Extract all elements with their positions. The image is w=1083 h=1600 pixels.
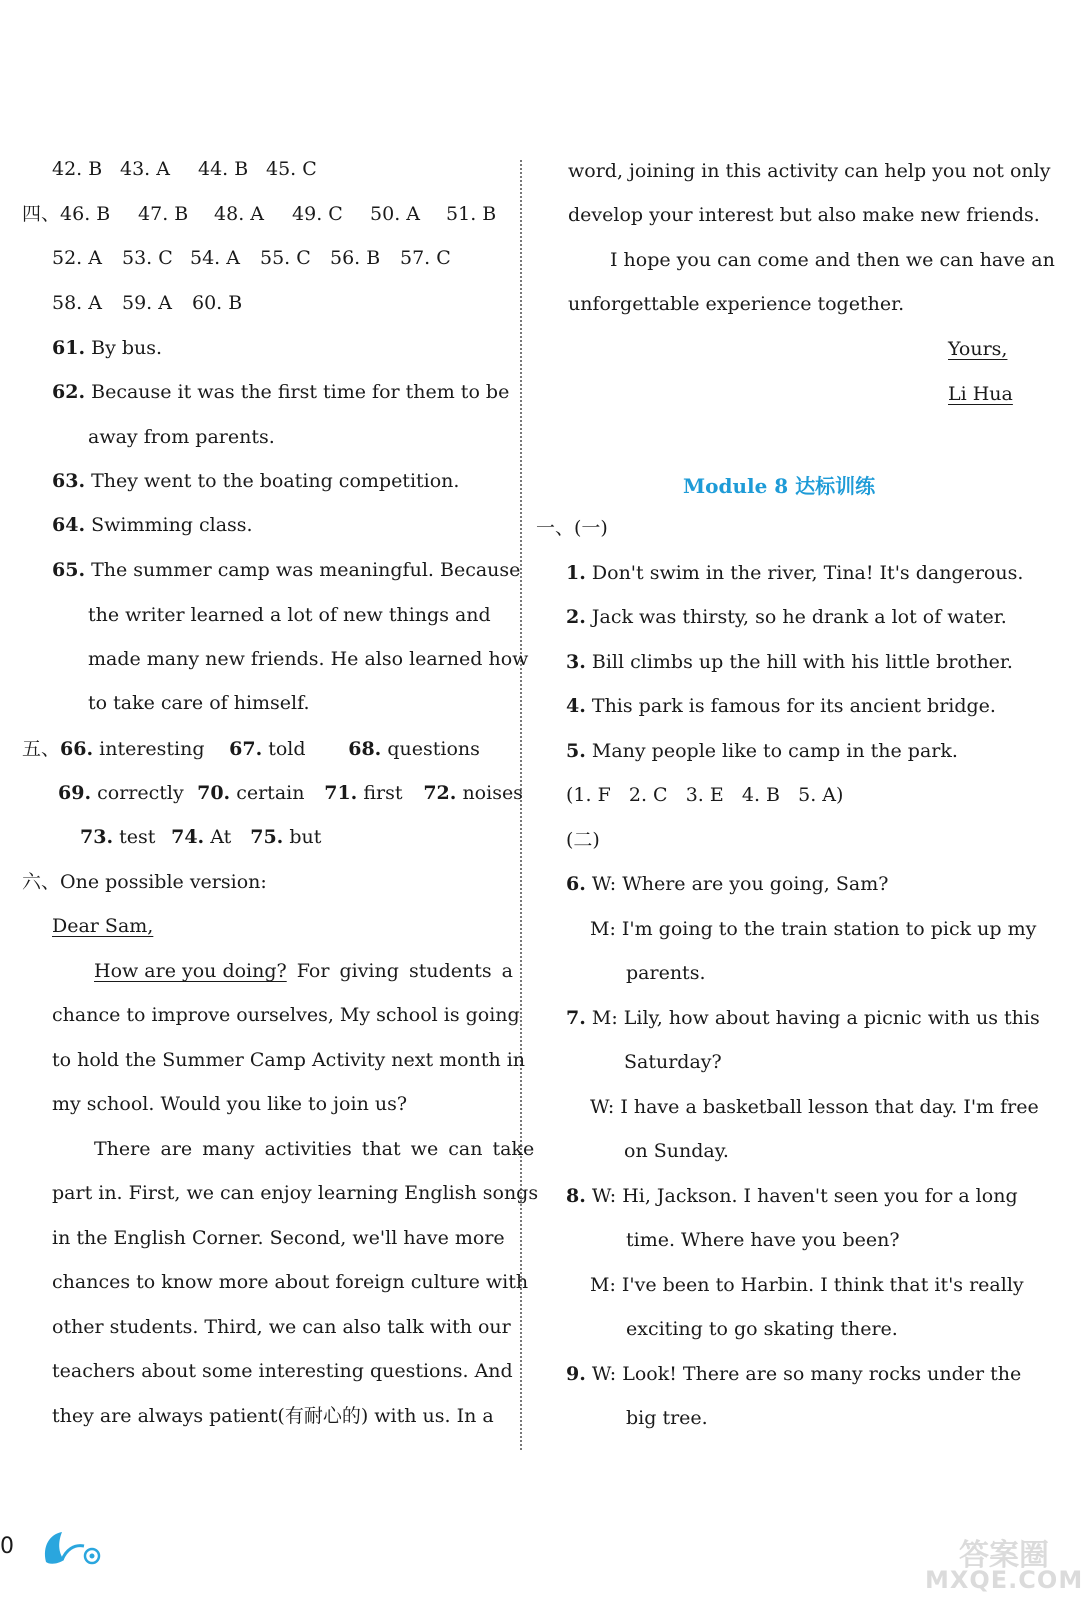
matching-answers: (1. F 2. C 3. E 4. B 5. A) [566,784,844,806]
letter-p2-l4: chances to know more about foreign culture with [52,1271,529,1293]
dialogue-6-m: M: I'm going to the train station to pick up my [590,918,1037,940]
letter-p1-l1: How are you doing? For giving students a [94,960,513,982]
letter-greeting: Dear Sam, [52,915,154,937]
letter-p1-l4: my school. Would you like to join us? [52,1093,408,1115]
answer-65-cont: the writer learned a lot of new things and [88,604,491,626]
dialogue-6-m-cont: parents. [626,962,706,984]
answer-62-cont: away from parents. [88,426,275,448]
dialogue-8-m-cont: exciting to go skating there. [626,1318,898,1340]
answers-row-73-75: 73. test 74. At 75. but [80,826,322,848]
letter-p2-l1: There are many activities that we can take [94,1138,535,1160]
dialogue-8: 8. W: Hi, Jackson. I haven't seen you for a long [566,1185,1018,1207]
letter-closing: Yours, [948,338,1008,360]
page-number: 0 [0,1534,14,1559]
sentence-3: 3. Bill climbs up the hill with his little brother. [566,651,1013,673]
letter-p1-l2: chance to improve ourselves, My school is going [52,1004,520,1026]
letter-cont-l3: I hope you can come and then we can have an [610,249,1055,271]
dialogue-6: 6. W: Where are you going, Sam? [566,873,889,895]
sentence-5: 5. Many people like to camp in the park. [566,740,958,762]
letter-p2-l3: in the English Corner. Second, we'll have more [52,1227,505,1249]
answers-row-42-45: 42. B 43. A 44. B 45. C [52,158,317,180]
answer-62: 62. Because it was the first time for them to be [52,381,510,403]
letter-p2-l6: teachers about some interesting questions. And [52,1360,513,1382]
answer-63: 63. They went to the boating competition. [52,470,460,492]
answer-65: 65. The summer camp was meaningful. Because [52,559,521,581]
answers-row-69-72: 69. correctly 70. certain 71. first 72. noises [58,782,523,804]
dialogue-8-w-cont: time. Where have you been? [626,1229,900,1251]
section-6-heading: 六、One possible version: [22,871,267,893]
sentence-1: 1. Don't swim in the river, Tina! It's dangerous. [566,562,1024,584]
sentence-2: 2. Jack was thirsty, so he drank a lot of water. [566,606,1007,628]
part-1-heading: 一、(一) [536,517,608,539]
letter-signature: Li Hua [948,383,1013,405]
answers-row-52-57: 52. A 53. C 54. A 55. C 56. B 57. C [52,247,451,269]
answer-64: 64. Swimming class. [52,514,253,536]
dialogue-8-m: M: I've been to Harbin. I think that it's really [590,1274,1024,1296]
dialogue-7-m-cont: Saturday? [624,1051,722,1073]
letter-p2-l7: they are always patient(有耐心的) with us. In a [52,1405,494,1427]
dialogue-7: 7. M: Lily, how about having a picnic with us this [566,1007,1040,1029]
answers-row-58-60: 58. A 59. A 60. B [52,292,243,314]
part-2-heading: (二) [566,829,600,851]
answer-65-cont: made many new friends. He also learned how [88,648,529,670]
letter-cont-l2: develop your interest but also make new friends. [568,204,1040,226]
letter-p2-l2: part in. First, we can enjoy learning English songs [52,1182,539,1204]
section-title: Module 8 达标训练 [683,474,876,498]
letter-cont-l4: unforgettable experience together. [568,293,905,315]
answer-65-cont: to take care of himself. [88,692,310,714]
sentence-4: 4. This park is famous for its ancient bridge. [566,695,996,717]
dialogue-7-w-cont: on Sunday. [624,1140,729,1162]
dialogue-9: 9. W: Look! There are so many rocks under the [566,1363,1022,1385]
answer-61: 61. By bus. [52,337,163,359]
dialogue-7-w: W: I have a basketball lesson that day. I'm free [590,1096,1039,1118]
letter-p2-l5: other students. Third, we can also talk with our [52,1316,511,1338]
dialogue-9-w-cont: big tree. [626,1407,708,1429]
answers-row-46-51: 四、46. B 47. B 48. A 49. C 50. A 51. B [22,203,497,225]
leaf-swirl-icon [40,1528,110,1568]
watermark-logo: 答案圈 MXQE.COM [925,1538,1083,1594]
answers-row-66-68: 五、66. interesting 67. told 68. questions [22,738,480,760]
letter-p1-l3: to hold the Summer Camp Activity next month in [52,1049,526,1071]
letter-cont-l1: word, joining in this activity can help you not only [568,160,1051,182]
